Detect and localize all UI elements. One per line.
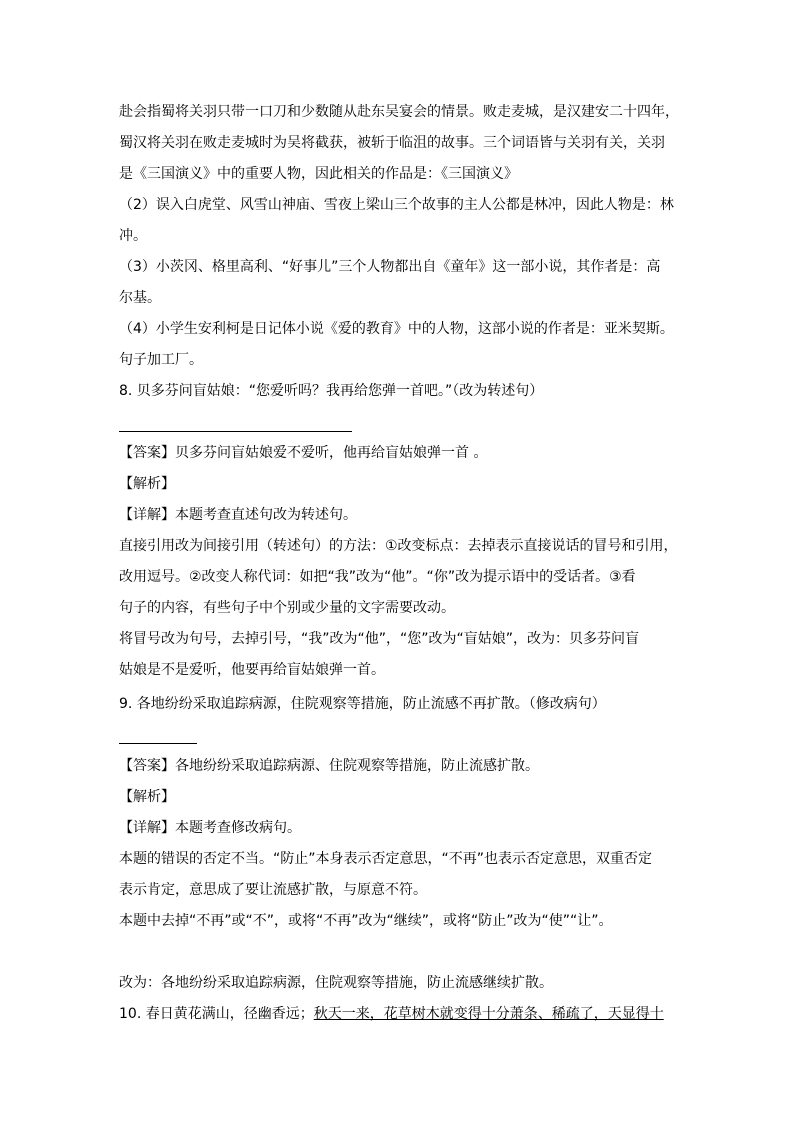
text-line: 赴会指蜀将关羽只带一口刀和少数随从赴东吴宴会的情景。败走麦城，是汉建安二十四年，	[119, 104, 679, 120]
text-line: （2）误入白虎堂、风雪山神庙、雪夜上梁山三个故事的主人公都是林冲，因此人物是：林	[119, 197, 674, 213]
text-line: 表示肯定，意思成了要让流感扩散，与原意不符。	[119, 882, 427, 898]
answer-8: 【答案】贝多芬问盲姑娘爱不爱听，他再给盲姑娘弹一首 。	[119, 445, 488, 461]
analysis-heading: 【解析】	[119, 476, 175, 492]
answer-9: 【答案】各地纷纷采取追踪病源、住院观察等措施，防止流感扩散。	[119, 758, 539, 774]
text-line: 句子的内容，有些句子中个别或少量的文字需要改动。	[119, 600, 455, 616]
text-line: 冲。	[119, 228, 147, 244]
text-line: 蜀汉将关羽在败走麦城时为吴将截获，被斩于临沮的故事。三个词语皆与关羽有关，关羽	[119, 135, 665, 151]
question-10	[119, 1004, 664, 1024]
text-line: 本题的错误的否定不当。“防止”本身表示否定意思，“不再”也表示否定意思，双重否定	[119, 851, 653, 867]
text-line: （4）小学生安利柯是日记体小说《爱的教育》中的人物，这部小说的作者是：亚米契斯。	[119, 321, 674, 337]
question-9: 9. 各地纷纷采取追踪病源，住院观察等措施，防止流感不再扩散。（修改病句）	[119, 696, 606, 712]
question-8: 8. 贝多芬问盲姑娘：“您爱听吗？我再给您弹一首吧。”（改为转述句）	[119, 383, 544, 399]
text-line: 改用逗号。②改变人称代词：如把“我”改为“他”。“你”改为提示语中的受话者。③看	[119, 569, 636, 585]
question-10-underlined: 秋天一来，花草树木就变得十分萧条、稀疏了，天显得十	[313, 1006, 664, 1022]
text-line: 本题中去掉“不再”或“不”，或将“不再”改为“继续”，或将“防止”改为“使”“让”。	[119, 913, 613, 929]
text-line: 尔基。	[119, 290, 161, 306]
text-line: 是《三国演义》中的重要人物，因此相关的作品是：《三国演义》	[119, 166, 518, 182]
text-line: 句子加工厂。	[119, 352, 203, 368]
question-10-plain: 10. 春日黄花满山，径幽香远；	[119, 1006, 314, 1022]
text-line: 姑娘是不是爱听，他要再给盲姑娘弹一首。	[119, 662, 385, 678]
answer-blank-line	[119, 431, 352, 432]
text-line: （3）小茨冈、格里高利、“好事儿”三个人物都出自《童年》这一部小说，其作者是：高	[119, 259, 661, 275]
detail-heading: 【详解】本题考查修改病句。	[119, 820, 301, 836]
answer-blank-line	[119, 743, 197, 744]
analysis-heading: 【解析】	[119, 789, 175, 805]
text-line: 改为：各地纷纷采取追踪病源，住院观察等措施，防止流感继续扩散。	[119, 975, 553, 991]
detail-heading: 【详解】本题考查直述句改为转述句。	[119, 507, 357, 523]
text-line: 直接引用改为间接引用（转述句）的方法：①改变标点：去掉表示直接说话的冒号和引用，	[119, 538, 678, 554]
text-line: 将冒号改为句号，去掉引号，“我”改为“他”，“您”改为“盲姑娘”，改为：贝多芬问盲	[119, 631, 640, 647]
